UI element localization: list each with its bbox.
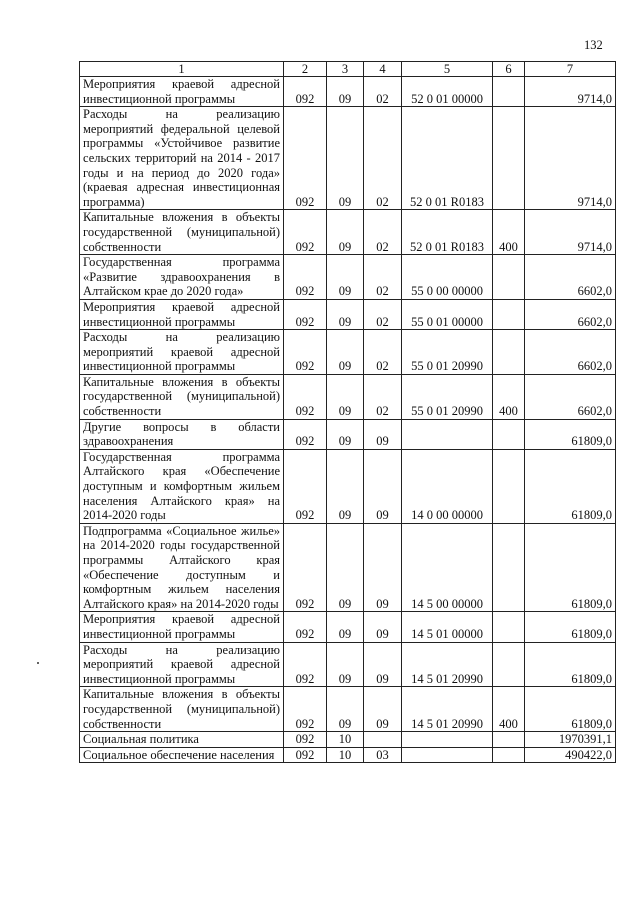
table-row [80,374,616,419]
expense-type-code [493,642,525,687]
expense-type-code [493,107,525,210]
target-article-code: 55 0 01 20990 [402,330,493,375]
ministry-code: 092 [284,523,327,612]
amount: 9714,0 [525,210,616,255]
expense-type-code [493,255,525,300]
amount: 6602,0 [525,330,616,375]
ministry-code: 092 [284,374,327,419]
table-row [80,77,616,107]
ministry-code: 092 [284,687,327,732]
section-code: 09 [327,255,364,300]
subsection-code: 09 [364,612,402,642]
ministry-code: 092 [284,747,327,763]
expense-name: Мероприятия краевой адресной инвестиционной программы [80,299,284,329]
scan-speck [37,662,39,664]
subsection-code: 09 [364,449,402,523]
section-code: 09 [327,374,364,419]
section-code: 09 [327,299,364,329]
target-article-code [402,732,493,748]
ministry-code: 092 [284,299,327,329]
header-cell: 5 [402,62,493,77]
expense-name: Капитальные вложения в объекты государственной (муниципальной) собственности [80,374,284,419]
target-article-code: 55 0 00 00000 [402,255,493,300]
target-article-code [402,747,493,763]
target-article-code: 14 5 00 00000 [402,523,493,612]
target-article-code: 52 0 01 00000 [402,77,493,107]
subsection-code: 02 [364,210,402,255]
table-row [80,255,616,300]
amount: 9714,0 [525,77,616,107]
expense-type-code [493,747,525,763]
header-cell: 3 [327,62,364,77]
table-row [80,299,616,329]
header-cell: 1 [80,62,284,77]
subsection-code: 02 [364,299,402,329]
section-code: 09 [327,330,364,375]
target-article-code: 14 0 00 00000 [402,449,493,523]
header-cell: 4 [364,62,402,77]
expense-type-code: 400 [493,210,525,255]
section-code: 09 [327,107,364,210]
table-row [80,449,616,523]
subsection-code: 02 [364,77,402,107]
ministry-code: 092 [284,642,327,687]
target-article-code: 55 0 01 00000 [402,299,493,329]
subsection-code: 02 [364,107,402,210]
subsection-code: 02 [364,330,402,375]
amount: 6602,0 [525,299,616,329]
page-number: 132 [584,38,603,52]
target-article-code: 52 0 01 R0183 [402,107,493,210]
amount: 61809,0 [525,449,616,523]
amount: 61809,0 [525,419,616,449]
subsection-code [364,732,402,748]
expense-name: Капитальные вложения в объекты государственной (муниципальной) собственности [80,687,284,732]
subsection-code: 02 [364,255,402,300]
table-row [80,732,616,748]
subsection-code: 09 [364,642,402,687]
target-article-code [402,419,493,449]
expense-name: Расходы на реализацию мероприятий краевой адресной инвестиционной программы [80,330,284,375]
section-code: 09 [327,419,364,449]
section-code: 09 [327,210,364,255]
amount: 9714,0 [525,107,616,210]
table-row [80,210,616,255]
table-row [80,107,616,210]
section-code: 09 [327,523,364,612]
amount: 1970391,1 [525,732,616,748]
expense-type-code [493,77,525,107]
target-article-code: 52 0 01 R0183 [402,210,493,255]
amount: 61809,0 [525,523,616,612]
header-row [80,62,616,77]
amount: 6602,0 [525,255,616,300]
expense-type-code [493,732,525,748]
header-cell: 6 [493,62,525,77]
ministry-code: 092 [284,255,327,300]
table-row [80,687,616,732]
expense-type-code [493,612,525,642]
expense-name: Мероприятия краевой адресной инвестиционной программы [80,612,284,642]
table-row [80,419,616,449]
section-code: 09 [327,449,364,523]
header-cell: 7 [525,62,616,77]
table-row [80,642,616,687]
ministry-code: 092 [284,330,327,375]
expense-name: Государственная программа Алтайского края «Обеспечение доступным и комфортным жильем населения Алтайского края» на 2014-2020 годы [80,449,284,523]
table-row [80,523,616,612]
ministry-code: 092 [284,419,327,449]
expense-type-code: 400 [493,374,525,419]
expense-type-code [493,330,525,375]
table-row [80,612,616,642]
expense-name: Социальное обеспечение населения [80,747,284,763]
subsection-code: 02 [364,374,402,419]
amount: 61809,0 [525,612,616,642]
target-article-code: 14 5 01 20990 [402,687,493,732]
expense-name: Другие вопросы в области здравоохранения [80,419,284,449]
section-code: 10 [327,732,364,748]
ministry-code: 092 [284,449,327,523]
expense-name: Мероприятия краевой адресной инвестиционной программы [80,77,284,107]
table-row [80,330,616,375]
expense-name: Расходы на реализацию мероприятий краевой адресной инвестиционной программы [80,642,284,687]
ministry-code: 092 [284,612,327,642]
subsection-code: 03 [364,747,402,763]
expense-type-code [493,523,525,612]
expense-type-code [493,449,525,523]
budget-table [79,61,616,763]
expense-type-code: 400 [493,687,525,732]
subsection-code: 09 [364,687,402,732]
target-article-code: 55 0 01 20990 [402,374,493,419]
section-code: 09 [327,77,364,107]
amount: 61809,0 [525,687,616,732]
expense-type-code [493,419,525,449]
section-code: 09 [327,612,364,642]
target-article-code: 14 5 01 20990 [402,642,493,687]
section-code: 10 [327,747,364,763]
section-code: 09 [327,642,364,687]
amount: 490422,0 [525,747,616,763]
ministry-code: 092 [284,107,327,210]
expense-type-code [493,299,525,329]
expense-name: Капитальные вложения в объекты государственной (муниципальной) собственности [80,210,284,255]
expense-name: Государственная программа «Развитие здравоохранения в Алтайском крае до 2020 года» [80,255,284,300]
header-cell: 2 [284,62,327,77]
amount: 6602,0 [525,374,616,419]
ministry-code: 092 [284,77,327,107]
section-code: 09 [327,687,364,732]
expense-name: Расходы на реализацию мероприятий федеральной целевой программы «Устойчивое развитие сельских территорий на 2014 - 2017 годы и на период до 2020 года» (краевая адресная инвестиционная программа) [80,107,284,210]
ministry-code: 092 [284,732,327,748]
table-row [80,747,616,763]
subsection-code: 09 [364,419,402,449]
expense-name: Социальная политика [80,732,284,748]
target-article-code: 14 5 01 00000 [402,612,493,642]
expense-name: Подпрограмма «Социальное жилье» на 2014-2020 годы государственной программы Алтайского края «Обеспечение доступным и комфортным жильем населения Алтайского края» на 2014-2020 годы [80,523,284,612]
subsection-code: 09 [364,523,402,612]
amount: 61809,0 [525,642,616,687]
ministry-code: 092 [284,210,327,255]
